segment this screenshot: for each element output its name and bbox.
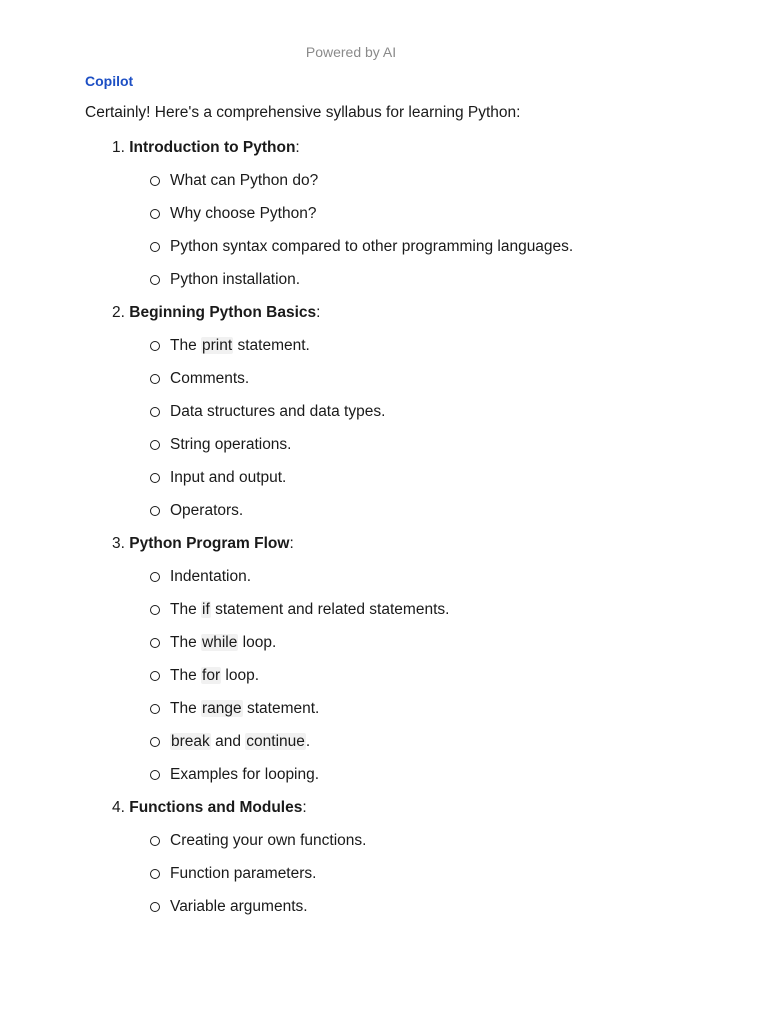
section-number: 3.	[112, 535, 125, 552]
syllabus-section-heading	[0, 527, 768, 560]
item-text	[170, 461, 286, 494]
section-title: Introduction to Python	[129, 139, 296, 156]
hollow-circle-icon	[150, 374, 160, 384]
hollow-circle-icon	[150, 737, 160, 747]
item-text-part: Indentation.	[170, 568, 252, 585]
item-text-part: Data structures and data types.	[170, 403, 386, 420]
section-title: Python Program Flow	[129, 535, 290, 552]
hollow-circle-icon	[150, 902, 160, 912]
hollow-circle-icon	[150, 572, 160, 582]
item-text	[170, 362, 249, 395]
item-text-part: and	[210, 733, 246, 750]
item-text-part: The	[170, 337, 202, 354]
item-text-part: statement and related statements.	[210, 601, 450, 618]
hollow-circle-icon	[150, 671, 160, 681]
syllabus-item	[0, 593, 768, 626]
item-text	[170, 890, 308, 923]
item-text	[170, 692, 319, 725]
item-text-part: Operators.	[170, 502, 244, 519]
syllabus-item	[0, 263, 768, 296]
section-number: 1.	[112, 139, 125, 156]
item-text	[170, 494, 243, 527]
syllabus-item	[0, 560, 768, 593]
item-text-part: The	[170, 601, 202, 618]
section-title: Functions and Modules	[129, 799, 303, 816]
inline-code: while	[202, 634, 238, 651]
item-text	[170, 329, 310, 362]
hollow-circle-icon	[150, 407, 160, 417]
item-text	[170, 857, 316, 890]
item-text-part: .	[305, 733, 311, 750]
section-number: 2.	[112, 304, 125, 321]
item-text	[170, 263, 300, 296]
section-number: 4.	[112, 799, 125, 816]
syllabus-item	[0, 329, 768, 362]
hollow-circle-icon	[150, 341, 160, 351]
hollow-circle-icon	[150, 242, 160, 252]
syllabus-item	[0, 758, 768, 791]
syllabus-item	[0, 164, 768, 197]
hollow-circle-icon	[150, 209, 160, 219]
item-text-part: Creating your own functions.	[170, 832, 367, 849]
section-suffix: :	[295, 139, 300, 156]
item-text	[170, 758, 319, 791]
hollow-circle-icon	[150, 704, 160, 714]
item-text-part: The	[170, 667, 202, 684]
inline-code: print	[202, 337, 233, 354]
item-text	[170, 824, 366, 857]
item-text	[170, 725, 310, 758]
item-text	[170, 428, 292, 461]
item-text-part: Input and output.	[170, 469, 287, 486]
item-text-part: Examples for looping.	[170, 766, 320, 783]
hollow-circle-icon	[150, 770, 160, 780]
item-text-part: Python installation.	[170, 271, 301, 288]
item-text-part: The	[170, 700, 202, 717]
item-text-part: loop.	[238, 634, 277, 651]
item-text	[170, 560, 251, 593]
item-text	[170, 230, 573, 263]
hollow-circle-icon	[150, 275, 160, 285]
item-text-part: Comments.	[170, 370, 250, 387]
powered-by-label: Powered by AI	[305, 44, 397, 60]
syllabus-item	[0, 659, 768, 692]
item-text	[170, 626, 276, 659]
syllabus-item	[0, 197, 768, 230]
item-text	[170, 593, 449, 626]
syllabus-item	[0, 230, 768, 263]
hollow-circle-icon	[150, 836, 160, 846]
syllabus-item	[0, 626, 768, 659]
inline-code: range	[202, 700, 242, 717]
syllabus-item	[0, 428, 768, 461]
item-text	[170, 164, 318, 197]
item-text	[170, 659, 259, 692]
syllabus-section-heading	[0, 131, 768, 164]
item-text-part: Variable arguments.	[170, 898, 308, 915]
hollow-circle-icon	[150, 869, 160, 879]
item-text-part: loop.	[221, 667, 260, 684]
item-text-part: String operations.	[170, 436, 292, 453]
syllabus-item	[0, 461, 768, 494]
hollow-circle-icon	[150, 506, 160, 516]
syllabus-section-heading	[0, 791, 768, 824]
syllabus-item	[0, 857, 768, 890]
syllabus-item	[0, 494, 768, 527]
section-suffix: :	[316, 304, 321, 321]
syllabus-item	[0, 395, 768, 428]
syllabus-item	[0, 890, 768, 923]
hollow-circle-icon	[150, 473, 160, 483]
syllabus-item	[0, 692, 768, 725]
syllabus-item	[0, 824, 768, 857]
item-text	[170, 197, 316, 230]
item-text-part: What can Python do?	[170, 172, 319, 189]
item-text-part: statement.	[242, 700, 320, 717]
section-suffix: :	[289, 535, 294, 552]
hollow-circle-icon	[150, 440, 160, 450]
item-text-part: Python syntax compared to other programming languages.	[170, 238, 574, 255]
hollow-circle-icon	[150, 638, 160, 648]
item-text-part: Function parameters.	[170, 865, 317, 882]
item-text	[170, 395, 385, 428]
syllabus-section-heading	[0, 296, 768, 329]
inline-code: break	[171, 733, 210, 750]
item-text-part: statement.	[233, 337, 310, 354]
section-suffix: :	[302, 799, 307, 816]
syllabus-item	[0, 362, 768, 395]
intro-text: Certainly! Here's a comprehensive syllabus for learning Python:	[85, 104, 521, 121]
section-title: Beginning Python Basics	[129, 304, 317, 321]
inline-code: for	[202, 667, 221, 684]
assistant-name: Copilot	[85, 73, 134, 89]
syllabus-list	[0, 131, 768, 923]
inline-code: if	[202, 601, 210, 618]
inline-code: continue	[246, 733, 305, 750]
syllabus-item	[0, 725, 768, 758]
hollow-circle-icon	[150, 176, 160, 186]
item-text-part: The	[170, 634, 202, 651]
item-text-part: Why choose Python?	[170, 205, 317, 222]
hollow-circle-icon	[150, 605, 160, 615]
